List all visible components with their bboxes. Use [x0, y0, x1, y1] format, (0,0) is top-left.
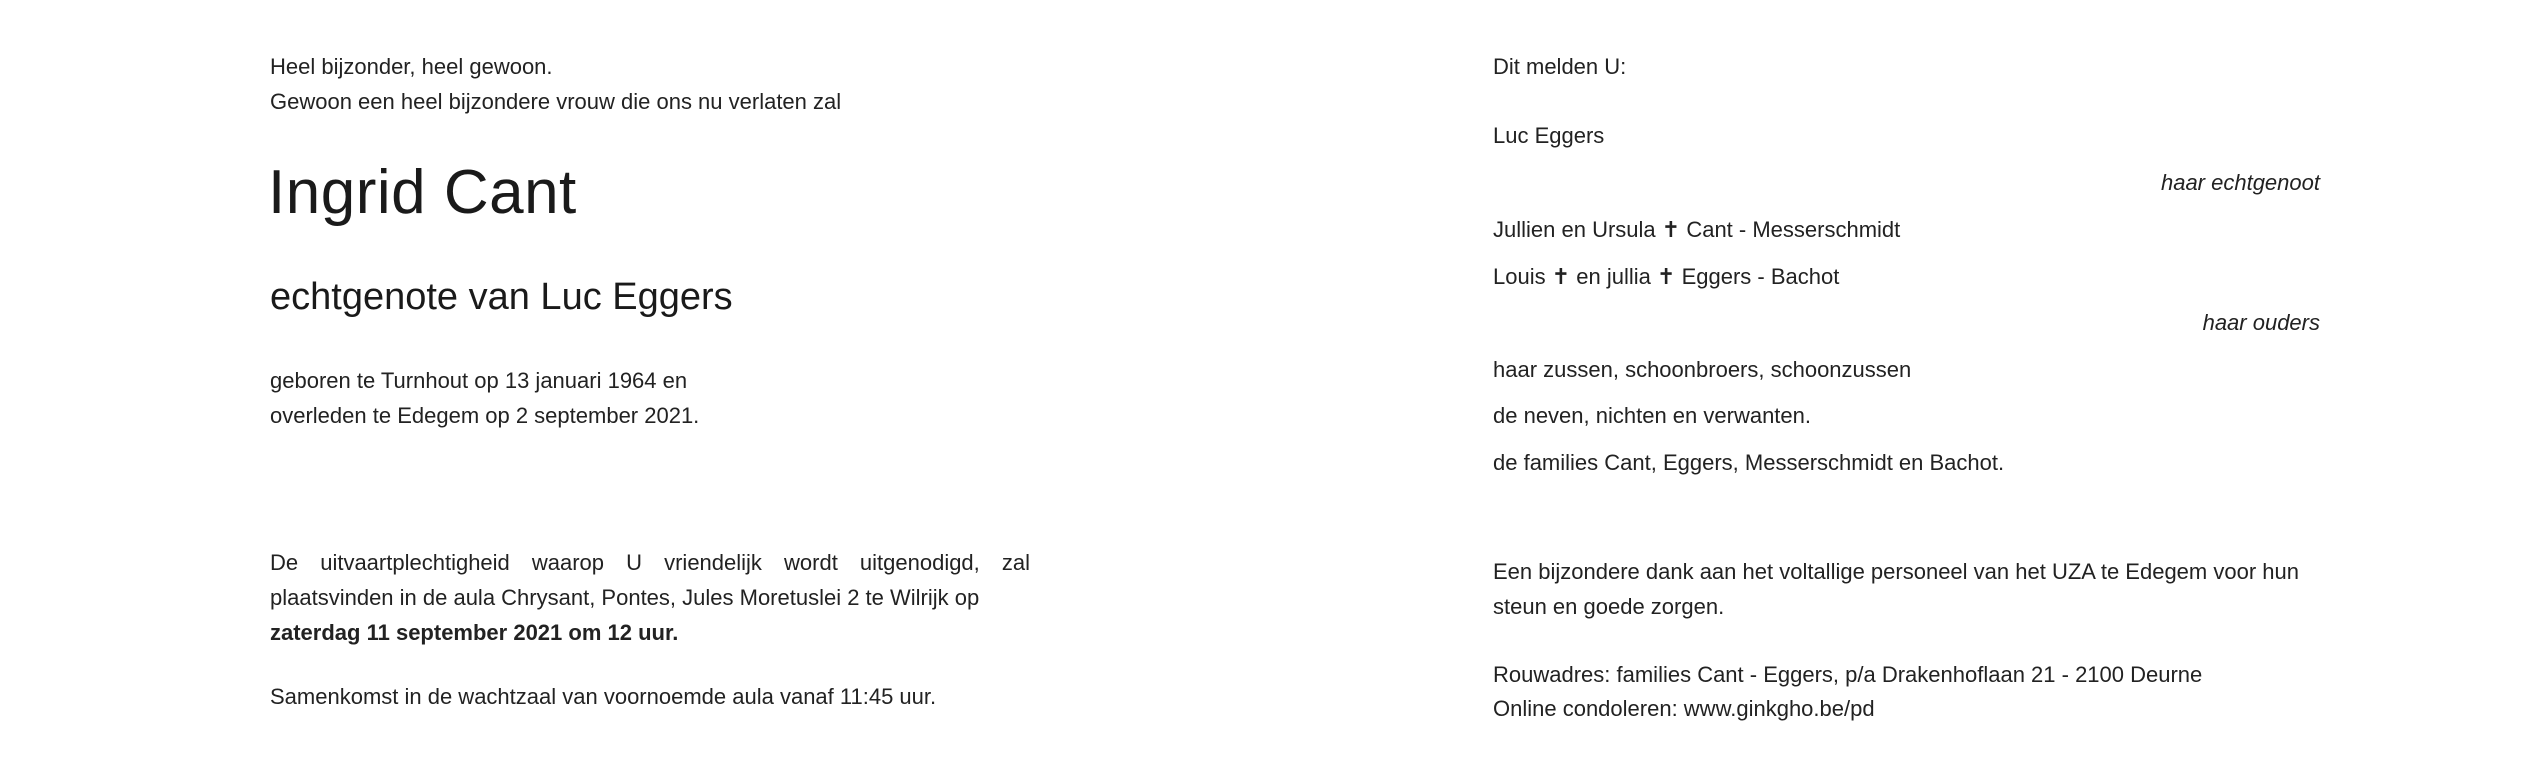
spouse-role: haar echtgenoot [2160, 170, 2320, 195]
ceremony-datetime: zaterdag 11 september 2021 om 12 uur. [270, 620, 679, 645]
parents-1-first-names: Jullien en Ursula [1493, 217, 1656, 242]
parents-role: haar ouders [2202, 310, 2320, 335]
parents-line-1 [1493, 212, 1900, 247]
cross-icon: ✝ [1551, 264, 1571, 289]
thanks-paragraph: Een bijzondere dank aan het voltallige personeel van het UZA te Edegem voor hun steun en goede zorgen. [1493, 559, 2299, 619]
deceased-name: Ingrid Cant [268, 158, 577, 227]
born-line: geboren te Turnhout op 13 januari 1964 en [270, 368, 688, 393]
intro-line-1: Heel bijzonder, heel gewoon. [270, 54, 553, 79]
address-line: Rouwadres: families Cant - Eggers, p/a Drakenhoflaan 21 - 2100 Deurne [1493, 662, 2203, 687]
relatives-line: de neven, nichten en verwanten. [1493, 403, 1812, 428]
died-line: overleden te Edegem op 2 september 2021. [270, 403, 700, 428]
cross-icon: ✝ [1657, 264, 1676, 289]
ceremony-block [270, 545, 1030, 650]
parents-1-surnames: Cant - Messerschmidt [1686, 217, 1901, 242]
spouse-name: Luc Eggers [1493, 123, 1605, 148]
families-line: de families Cant, Eggers, Messerschmidt en Bachot. [1493, 450, 2005, 475]
siblings-line: haar zussen, schoonbroers, schoonzussen [1493, 357, 1912, 382]
parents-line-2 [1493, 259, 1839, 294]
online-condolence-line: Online condoleren: www.ginkgho.be/pd [1493, 696, 1875, 721]
intro-line-2: Gewoon een heel bijzondere vrouw die ons nu verlaten zal [270, 89, 842, 114]
cross-icon: ✝ [1661, 217, 1681, 242]
parents-2-surnames: Eggers - Bachot [1681, 264, 1840, 289]
spouse-line: echtgenote van Luc Eggers [270, 276, 733, 318]
ceremony-text: De uitvaartplechtigheid waarop U vriendelijk wordt uitgenodigd, zal plaatsvinden in de aula Chrysant, Pontes, Jules Moretuslei 2 te Wilrijk op [270, 550, 1030, 610]
parents-2-mother: en jullia [1576, 264, 1651, 289]
gathering-line: Samenkomst in de wachtzaal van voornoemde aula vanaf 11:45 uur. [270, 684, 937, 709]
parents-2-father: Louis [1493, 264, 1546, 289]
announce-line: Dit melden U: [1493, 54, 1627, 79]
